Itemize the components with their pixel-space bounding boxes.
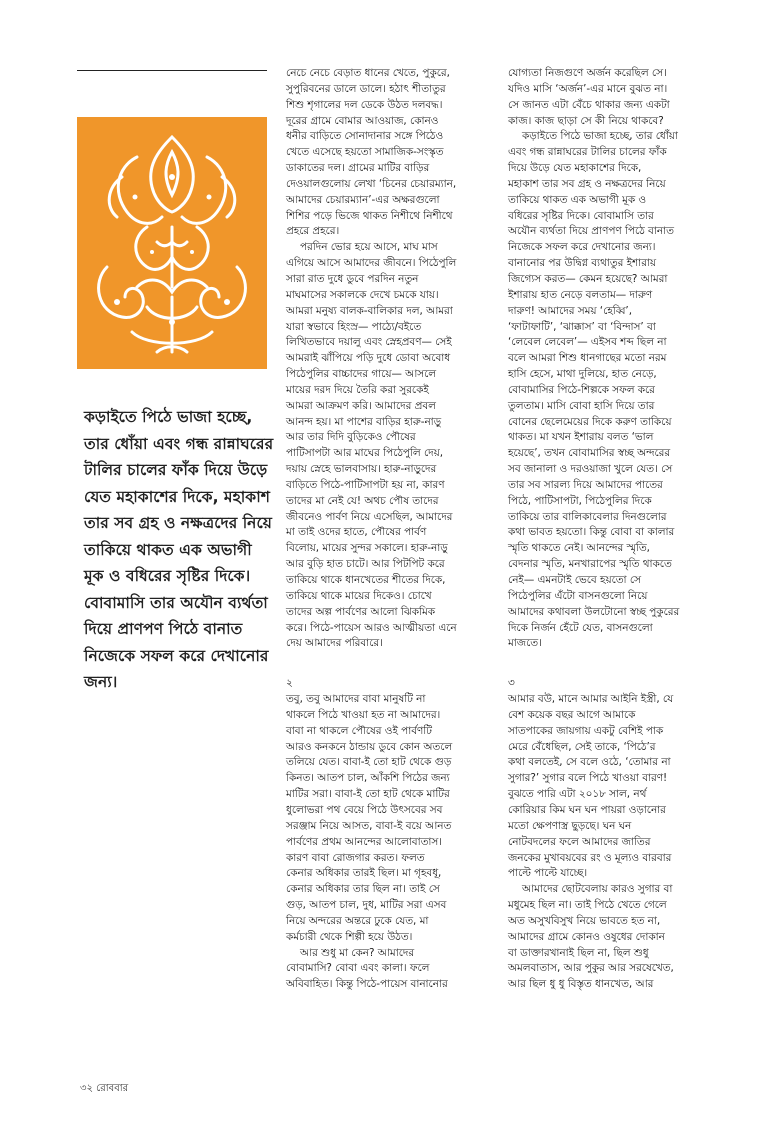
text-line: নিয়ে অন্দরের অন্তরে ঢুকে যেত, মা [286, 914, 429, 927]
text-line: কিনত। আতপ চাল, আঁকশি পিঠের জন্য [286, 772, 450, 785]
text-line: দিয়ে উড়ে যেত মহাকাশের দিকে, [508, 162, 642, 175]
text-line: দেওয়ালগুলোয় লেখা ‘চিনের চেয়ারম্যান, [286, 177, 457, 190]
text-line: কেনার অধিকার তারই ছিল। মা গৃহবধূ, [286, 867, 442, 880]
text-line: স্মৃতি থাকতে নেই। আনন্দের স্মৃতি, [508, 542, 650, 555]
text-line: অযৌন ব্যর্থতা দিয়ে প্রাণপণ পিঠে বানাত [508, 225, 674, 238]
text-line: বেশ কয়েক বছর আগে আমাকে [508, 708, 636, 721]
text-line: সে জানত এটা বেঁচে থাকার জন্য একটা [508, 98, 670, 111]
text-line: মা তাই ওদের হাতে, পৌষের পার্বণ [286, 526, 427, 539]
text-line: আমরা আক্রমণ করি। আমাদের প্রবল [286, 399, 436, 412]
text-line: ধুলোভরা পথ বেয়ে পিঠে উৎসবের সব [286, 803, 443, 816]
text-line: কর্মচারী থেকে শিল্পী হয়ে উঠত। [286, 930, 413, 943]
text-line: হয়েছে’, তখন বোবামাসির স্বচ্ছ অন্দরের [508, 447, 671, 460]
text-line: কাজ। কাজ ছাড়া সে কী নিয়ে থাকবে? [508, 114, 664, 127]
text-line: মাটির সরা। বাবা-ই তো হাট থেকে মাটির [286, 788, 450, 801]
text-line: বোবামাসি? বোবা এবং কালা। ফলে [286, 962, 430, 975]
text-line: এগিয়ে আসে আমাদের জীবনে। পিঠেপুলি [286, 257, 457, 270]
text-line: এবং গন্ধ রান্নাঘরের টালির চালের ফাঁক [508, 146, 667, 159]
text-line: আমার বউ, মানে আমার আইনি ইস্ত্রী, যে [508, 693, 674, 706]
text-line: নোটবদলের ফলে আমাদের জাতির [508, 835, 651, 848]
text-line: বেদনার স্মৃতি, মনখারাপের স্মৃতি থাকতে [508, 558, 672, 571]
text-line: জনকের মুখাবয়বের রং ও মূল্যও বারবার [508, 851, 672, 864]
text-line: সুপুরিবনের ডালে ডালে। হঠাৎ শীতাতুর [286, 82, 446, 95]
text-line: থাকলে পিঠে খাওয়া হত না আমাদের। [286, 708, 441, 721]
text-line: অত অসুখবিসুখ নিয়ে ভাবতে হত না, [508, 914, 661, 927]
text-line: মায়ের দরদ দিয়ে তৈরি করা সুরকেই [286, 383, 429, 396]
text-line: বিলোয়, মায়ের সুন্দর সকালে। হারু-নাড়ু [286, 542, 448, 555]
text-line: আর বুড়ি হাত চাটে। আর পিটপিট করে [286, 558, 445, 571]
text-line: লিখিতভাবে দয়ালু এবং স্নেহপ্রবণ— সেই [286, 336, 452, 349]
text-line: যারা স্বভাবে হিংস্র— পাঠ্যে/বইতে [286, 320, 422, 333]
text-line: কোরিয়ার কিম ঘন ঘন পায়রা ওড়ানোর [508, 803, 666, 816]
text-line: তুলতাম। মাসি বোবা হাসি দিয়ে তার [508, 399, 655, 412]
text-line: কেনার অধিকার তার ছিল না। তাই সে [286, 883, 440, 896]
article-column-3 [508, 66, 713, 993]
text-line: তাদের অল্প পার্বণের আলো ঝিকমিক [286, 605, 435, 618]
text-line: বোনের ছেলেমেয়ের দিকে করুণ তাকিয়ে [508, 415, 672, 428]
text-line: দিকে নির্জন হেঁটে যেত, বাসনগুলো [508, 621, 653, 634]
text-line: জিগ্যেস করত— কেমন হয়েছে? আমরা [508, 272, 668, 285]
text-line: মতো ক্ষেপণাস্ত্র ছুড়ছে। ঘন ঘন [508, 819, 632, 832]
text-line: ‘লেবেল লেবেল’— এইসব শব্দ ছিল না [508, 336, 667, 349]
text-line: তাকিয়ে থাকে ধানখেতের শীতের দিকে, [286, 574, 446, 586]
text-line: দয়ায় স্নেহে ভালবাসায়। হারু-নাড়ুদের [286, 463, 437, 476]
text-line: সরঞ্জাম নিয়ে আসত, বাবা-ই বয়ে আনত [286, 819, 452, 832]
text-line: ধনীর বাড়িতে সোনাদানার সঙ্গে পিঠেও [286, 130, 444, 143]
text-line: পিঠেপুলির এঁটো বাসনগুলো নিয়ে [508, 589, 648, 602]
text-line: বাড়িতে পিঠে-পাটিসাপটা হয় না, কারণ [286, 478, 445, 491]
text-line: তলিয়ে যেত। বাবা-ই তো হাট থেকে গুড় [286, 756, 452, 769]
text-line: আমাদের চেয়ারম্যান’-এর অক্ষরগুলো [286, 193, 440, 206]
text-line: বধিরের সৃষ্টির দিকে। বোবামাসি তার [508, 209, 654, 222]
text-line: আমাদের গ্রামে কোনও ওষুধের দোকান [508, 930, 665, 943]
text-line: তাকিয়ে তার বালিকাবেলার দিনগুলোর [508, 510, 667, 523]
text-line: যদিও মাসি ‘অর্জন’-এর মানে বুঝত না। [508, 82, 668, 95]
text-line: তাদের মা নেই যে! অথচ পৌষ তাদের [286, 494, 439, 507]
text-line: পার্বণের প্রথম আনন্দের আলোবাতাস। [286, 835, 442, 848]
text-line: শিশির পড়ে ভিজে থাকত নিশীথে নিশীথে [286, 209, 453, 222]
text-line: শিশু শৃগালের দল ডেকে উঠত দলবদ্ধ। [286, 98, 443, 111]
text-line: কারণ বাবা রোজগার করত। ফলত [286, 851, 425, 864]
text-line: দেয় আমাদের পরিবারে। [286, 637, 383, 650]
text-line: মাজতে। [508, 637, 542, 650]
text-line: গুড়, আতপ চাল, দুধ, মাটির সরা এসব [286, 899, 447, 912]
text-line: সাতপাকের জায়গায় একটু বেশিই পাক [508, 724, 664, 737]
text-line: তবু, তবু আমাদের বাবা মানুষটি না [286, 693, 426, 706]
text-line: কথা ভাবত হয়তো। কিন্তু বোবা বা কালার [508, 526, 675, 539]
text-line: ডাকাতের দল। গ্রামের মাটির বাড়ির [286, 162, 430, 175]
text-line: তাকিয়ে থাকে মায়ের দিকেও। চোখে [286, 589, 432, 602]
text-line: আর ছিল ধু ধু বিস্তৃত ধানখেত, আর [508, 978, 654, 991]
text-line: মহাকাশ তার সব গ্রহ ও নক্ষত্রদের নিয়ে [508, 177, 666, 190]
text-line: অবিবাহিত। কিন্তু পিঠে-পায়েস বানানোর [286, 978, 448, 991]
text-line: দূরের গ্রামে বোমার আওয়াজ, কোনও [286, 114, 439, 127]
text-line: কড়াইতে পিঠে ভাজা হচ্ছে, তার ধোঁয়া [522, 130, 678, 143]
text-line: যোগ্যতা নিজগুণে অর্জন করেছিল সে। [508, 67, 667, 79]
text-line: প্রহরে প্রহরে। [286, 225, 340, 238]
text-line: জীবনেও পার্বণ নিয়ে এসেছিল, আমাদের [286, 510, 453, 523]
text-line: ইশারায় হাত নেড়ে বলতাম— দারুণ [508, 288, 653, 301]
alpana-motif-icon [77, 117, 267, 369]
text-line: আমাদের ছোটবেলায় কারও সুগার বা [522, 883, 673, 896]
text-line: আমরা মনুষ্য বালক-বালিকার দল, আমরা [286, 304, 453, 317]
text-line: দারুণ! আমাদের সময় ‘হেব্বি’, [508, 304, 633, 317]
text-line: মধুমেহ ছিল না। তাই পিঠে খেতে গেলে [508, 899, 667, 912]
text-line: পাটিসাপটা আর মাঘের পিঠেপুলি দেয়, [286, 447, 444, 460]
page-folio: ৩২ রোববার [80, 1083, 129, 1094]
text-line: বুঝতে পারি এটা ২০১৮ সাল, নর্থ [508, 788, 647, 801]
text-line: পিঠে, পাটিসাপটা, পিঠেপুলির দিকে [508, 494, 652, 507]
text-line: মাঘমাসের সকালকে দেখে চমকে যায়। [286, 288, 439, 301]
text-line: হাসি হেসে, মাথা দুলিয়ে, হাত নেড়ে, [508, 368, 657, 381]
text-line: আর তার দিদি বুড়িকেও পৌষের [286, 431, 416, 444]
text-line: আমাদের কথাবলা উলটোনো স্বচ্ছ পুকুরের [508, 605, 680, 618]
text-line: বাবা না থাকলে পৌষের ওই পার্বণটি [286, 724, 432, 737]
article-column-2 [286, 66, 489, 993]
text-line: খেতে এসেছে হয়তো সামাজিক-সংস্কৃত [286, 146, 444, 159]
text-line: আরও কনকনে ঠান্ডায় ডুবে কোন অতলে [286, 740, 453, 753]
text-line: বানানোর পর উদ্বিগ্ন ব্যথাতুর ইশারায় [508, 257, 657, 270]
section-number: ৩ [508, 677, 515, 690]
text-line: পিঠেপুলির বাচ্চাদের গায়ে— আসলে [286, 368, 437, 381]
text-line: মেরে বেঁধেছিল, সেই তাকে, ‘পিঠে’র [508, 740, 656, 753]
text-line: বা ডাক্তারখানাই ছিল না, ছিল শুধু [508, 946, 649, 959]
section-number: ২ [286, 677, 293, 690]
text-line: সব জানালা ও দরওয়াজা খুলে যেত। সে [508, 463, 673, 476]
text-line: সুগার?’ সুগার বলে পিঠে খাওয়া বারণ! [508, 772, 668, 785]
text-line: তাকিয়ে থাকত এক অভাগী মূক ও [508, 193, 647, 206]
text-line: বোবামাসির পিঠে-শিল্পকে সফল করে [508, 383, 655, 396]
text-line: বলে আমরা শিশু ধানগাছের মতো নরম [508, 352, 667, 365]
text-line: অমলবাতাস, আর পুকুর আর সরষেখেত, [508, 962, 674, 975]
text-line: আনন্দ হয়। মা পাশের বাড়ির হারু-নাড়ু [286, 415, 442, 428]
text-line: তার সব সারল্য দিয়ে আমাদের পাতের [508, 478, 663, 491]
text-line: আমরাই ঝাঁপিয়ে পড়ি দুধে ডোবা অবোধ [286, 352, 451, 365]
text-line: পরদিন ভোর হয়ে আসে, মাঘ মাস [300, 241, 438, 254]
text-line: করে। পিঠে-পায়েস আরও আত্মীয়তা এনে [286, 621, 457, 634]
text-line: নেচে নেচে বেড়াত ধানের খেতে, পুকুরে, [286, 67, 450, 79]
top-rule [77, 70, 267, 71]
text-line: নিজেকে সফল করে দেখানোর জন্য। [508, 241, 656, 254]
pull-quote: কড়াইতে পিঠে ভাজা হচ্ছে, তার ধোঁয়া এবং গন্ধ রান্নাঘরের টালির চালের ফাঁক দিয়ে উড়ে যেত মহাকাশের দিকে, মহাকাশ তার সব গ্রহ ও নক্ষত্রদের নিয়ে তাকিয়ে থাকত এক অভাগী মূক ও বধিরের সৃষ্টির দিকে। বোবামাসি তার অযৌন ব্যর্থতা দিয়ে প্রাণপণ পিঠে বানাত নিজেকে সফল করে দেখানোর জন্য। [84, 408, 274, 691]
text-line: থাকত। মা যখন ইশারায় বলত ‘ভাল [508, 431, 654, 444]
decorative-alpana-illustration [77, 117, 267, 369]
text-line: সারা রাত দুধে ডুবে পরদিন নতুন [286, 272, 419, 285]
text-line: আর শুধু মা কেন? আমাদের [300, 946, 415, 959]
text-line: কথা বলতেই, সে বলে ওঠে, ‘তোমার না [508, 756, 671, 769]
text-line: পাল্টে পাল্টে যাচ্ছে। [508, 867, 588, 880]
text-line: নেই— এমনটাই ভেবে হয়তো সে [508, 574, 641, 586]
text-line: ‘ফাটাফাটি’, ‘ঝাক্কাস’ বা ‘বিন্দাস’ বা [508, 320, 656, 333]
